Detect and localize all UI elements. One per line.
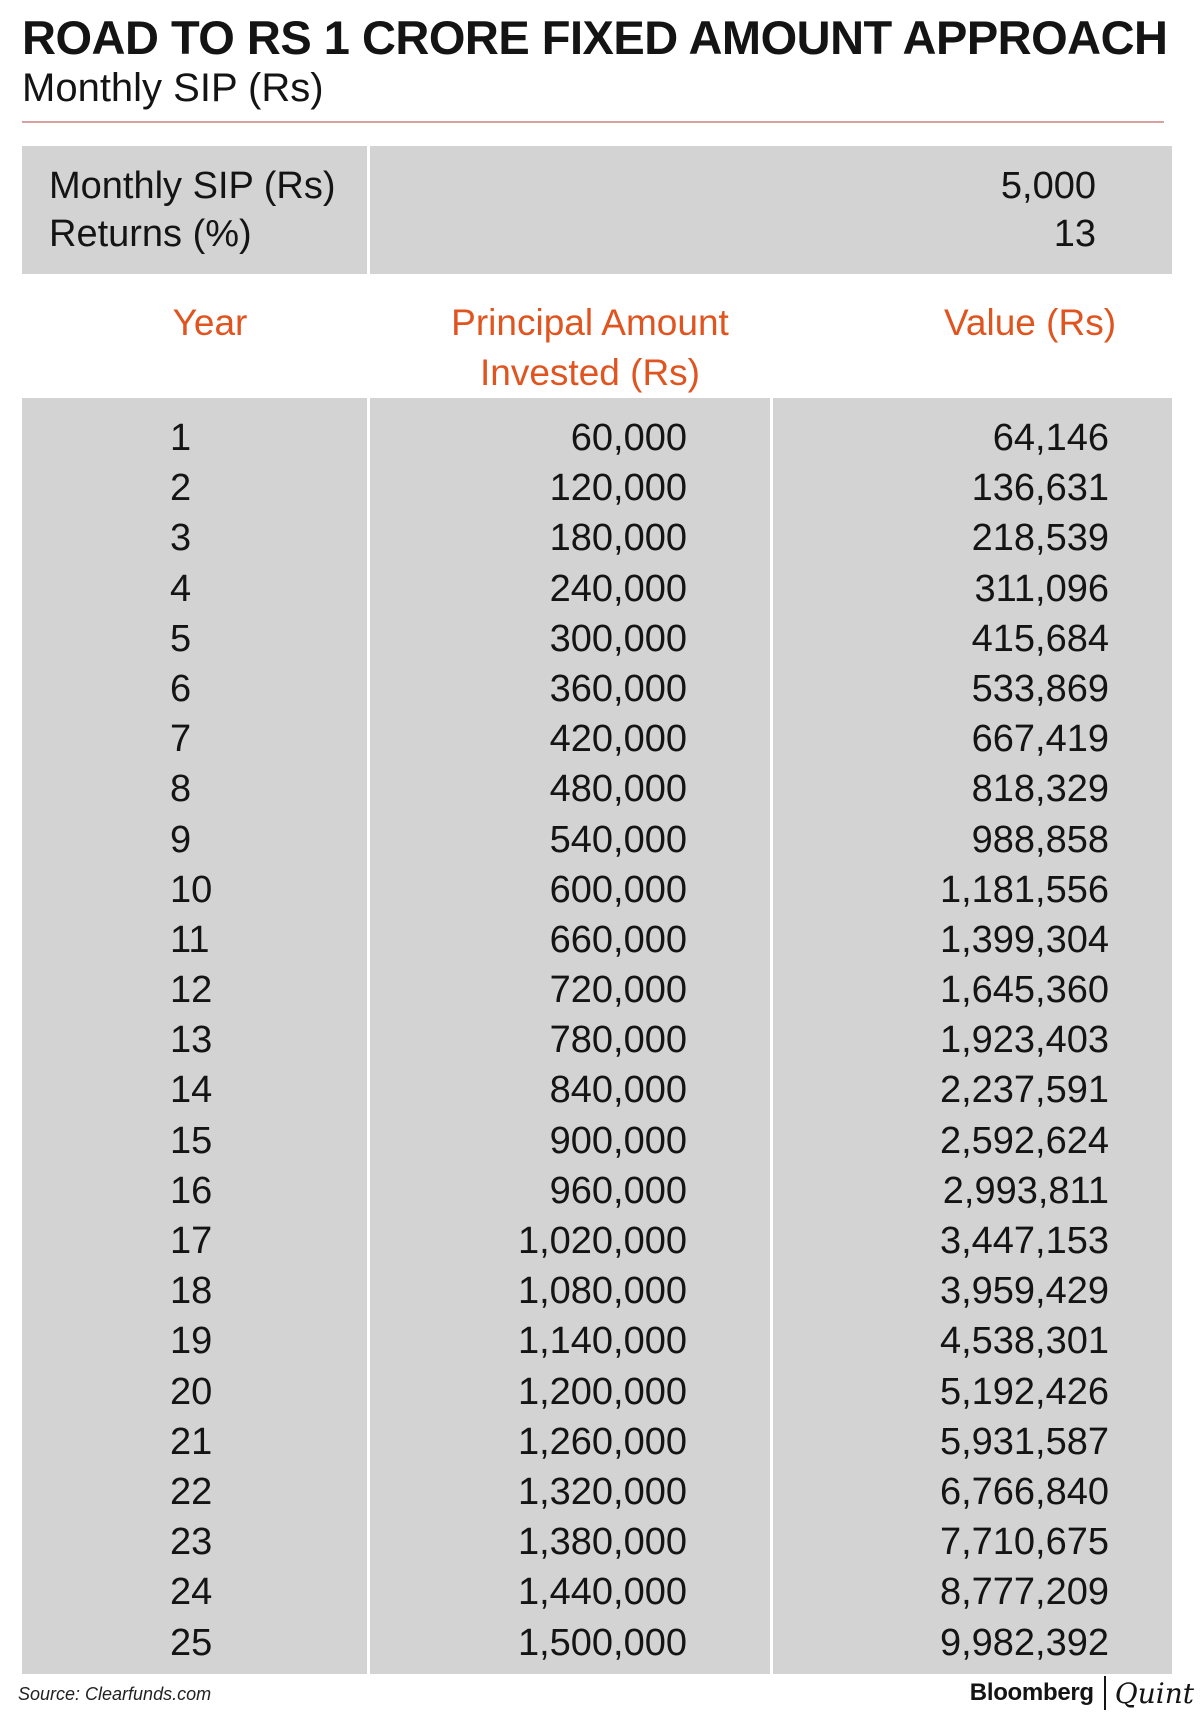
principal-cell: 60,000	[570, 417, 687, 459]
table-row	[22, 1266, 1172, 1316]
year-cell: 9	[170, 818, 192, 861]
table-row	[22, 1567, 1172, 1617]
value-cell: 6,766,840	[939, 1470, 1109, 1513]
value-cell: 136,631	[971, 467, 1109, 510]
year-cell: 6	[170, 667, 192, 710]
principal-cell: 1,380,000	[517, 1521, 687, 1564]
principal-cell: 900,000	[549, 1119, 687, 1162]
year-cell: 15	[170, 1119, 213, 1162]
table-row	[22, 815, 1172, 865]
value-cell: 1,923,403	[939, 1019, 1109, 1062]
year-cell: 5	[170, 617, 192, 660]
year-cell: 19	[170, 1320, 213, 1363]
table-row	[22, 1618, 1172, 1668]
table-row	[22, 413, 1172, 463]
table-row	[22, 965, 1172, 1015]
table-row	[22, 1166, 1172, 1216]
value-cell: 4,538,301	[939, 1320, 1109, 1363]
year-cell: 14	[170, 1069, 213, 1112]
principal-cell: 1,500,000	[517, 1621, 687, 1664]
table-row	[22, 714, 1172, 764]
value-cell: 1,181,556	[939, 868, 1109, 911]
year-cell: 2	[170, 467, 192, 510]
value-cell: 5,192,426	[939, 1370, 1109, 1413]
value-cell: 9,982,392	[939, 1621, 1109, 1664]
value-cell: 311,096	[974, 567, 1109, 610]
value-cell: 818,329	[971, 768, 1109, 811]
table-row	[22, 463, 1172, 513]
principal-cell: 480,000	[549, 768, 687, 811]
table-row	[22, 915, 1172, 965]
principal-cell: 540,000	[549, 818, 687, 861]
year-cell: 3	[170, 517, 192, 560]
table-row	[22, 1216, 1172, 1266]
monthly-sip-label: Monthly SIP (Rs)	[49, 165, 336, 207]
parameters-panel	[22, 146, 1172, 274]
value-cell: 988,858	[971, 818, 1109, 861]
year-cell: 7	[170, 718, 192, 761]
principal-cell: 1,440,000	[517, 1571, 687, 1614]
principal-cell: 780,000	[549, 1019, 687, 1062]
value-cell: 667,419	[971, 718, 1109, 761]
table-body	[22, 413, 1172, 1668]
principal-cell: 720,000	[549, 969, 687, 1012]
principal-cell: 660,000	[549, 918, 687, 961]
year-cell: 22	[170, 1470, 213, 1513]
source-note: Source: Clearfunds.com	[18, 1684, 212, 1704]
table-row	[22, 1517, 1172, 1567]
table-row	[22, 764, 1172, 814]
table-row	[22, 614, 1172, 664]
principal-cell: 420,000	[549, 718, 687, 761]
logo-bloomberg: Bloomberg	[969, 1679, 1094, 1706]
table-row	[22, 865, 1172, 915]
table-row	[22, 513, 1172, 563]
year-cell: 8	[170, 768, 192, 811]
year-cell: 25	[170, 1621, 213, 1664]
chart-title: ROAD TO RS 1 CRORE FIXED AMOUNT APPROACH	[22, 11, 1168, 64]
table-row	[22, 564, 1172, 614]
principal-cell: 1,260,000	[517, 1420, 687, 1463]
table-row	[22, 1015, 1172, 1065]
year-cell: 23	[170, 1521, 213, 1564]
value-cell: 415,684	[971, 617, 1109, 660]
year-cell: 16	[170, 1169, 213, 1212]
year-cell: 10	[170, 868, 213, 911]
column-header-value: Value (Rs)	[943, 302, 1117, 343]
value-cell: 2,592,624	[939, 1119, 1109, 1162]
table-row	[22, 1467, 1172, 1517]
value-cell: 5,931,587	[939, 1420, 1109, 1463]
chart-subtitle: Monthly SIP (Rs)	[22, 66, 324, 110]
data-table-panel	[22, 398, 1172, 1674]
value-cell: 2,237,591	[939, 1069, 1109, 1112]
table-row	[22, 1367, 1172, 1417]
value-cell: 1,645,360	[939, 969, 1109, 1012]
principal-cell: 240,000	[549, 567, 687, 610]
table-row	[22, 1065, 1172, 1115]
value-cell: 1,399,304	[939, 918, 1109, 961]
monthly-sip-value: 5,000	[1000, 165, 1096, 207]
year-cell: 4	[170, 567, 192, 610]
principal-cell: 120,000	[549, 467, 687, 510]
value-cell: 2,993,811	[942, 1169, 1109, 1212]
returns-label: Returns (%)	[49, 213, 252, 255]
publisher-logo	[970, 1676, 1194, 1710]
table-row	[22, 1316, 1172, 1366]
principal-cell: 360,000	[549, 667, 687, 710]
table-row	[22, 1417, 1172, 1467]
principal-cell: 840,000	[549, 1069, 687, 1112]
table-row	[22, 664, 1172, 714]
title-divider	[22, 121, 1164, 123]
year-cell: 18	[170, 1270, 213, 1313]
year-cell: 12	[170, 969, 213, 1012]
year-cell: 1	[170, 417, 192, 459]
value-cell: 3,447,153	[939, 1220, 1109, 1262]
year-cell: 21	[170, 1420, 213, 1463]
value-cell: 8,777,209	[939, 1571, 1109, 1614]
logo-quint: Quint	[1114, 1676, 1194, 1710]
year-cell: 17	[170, 1220, 213, 1262]
principal-cell: 300,000	[549, 617, 687, 660]
principal-cell: 1,320,000	[517, 1470, 687, 1513]
principal-cell: 600,000	[549, 868, 687, 911]
column-header-principal-line1: Principal Amount	[451, 302, 729, 343]
column-header-principal	[420, 298, 760, 398]
year-cell: 11	[170, 918, 210, 961]
year-cell: 24	[170, 1571, 213, 1614]
year-cell: 20	[170, 1370, 213, 1413]
year-cell: 13	[170, 1019, 213, 1062]
principal-cell: 960,000	[549, 1169, 687, 1212]
parameters-column-divider	[367, 146, 370, 274]
principal-cell: 1,080,000	[517, 1270, 687, 1313]
value-cell: 64,146	[992, 417, 1109, 459]
value-cell: 7,710,675	[939, 1521, 1109, 1564]
column-header-year: Year	[172, 302, 248, 343]
table-row	[22, 1116, 1172, 1166]
value-cell: 533,869	[971, 667, 1109, 710]
principal-cell: 180,000	[549, 517, 687, 560]
column-header-principal-line2: Invested (Rs)	[479, 352, 700, 393]
value-cell: 3,959,429	[939, 1270, 1109, 1313]
value-cell: 218,539	[971, 517, 1109, 560]
principal-cell: 1,020,000	[517, 1220, 687, 1262]
principal-cell: 1,200,000	[517, 1370, 687, 1413]
returns-value: 13	[1053, 213, 1096, 255]
principal-cell: 1,140,000	[517, 1320, 687, 1363]
logo-separator	[1104, 1676, 1106, 1710]
